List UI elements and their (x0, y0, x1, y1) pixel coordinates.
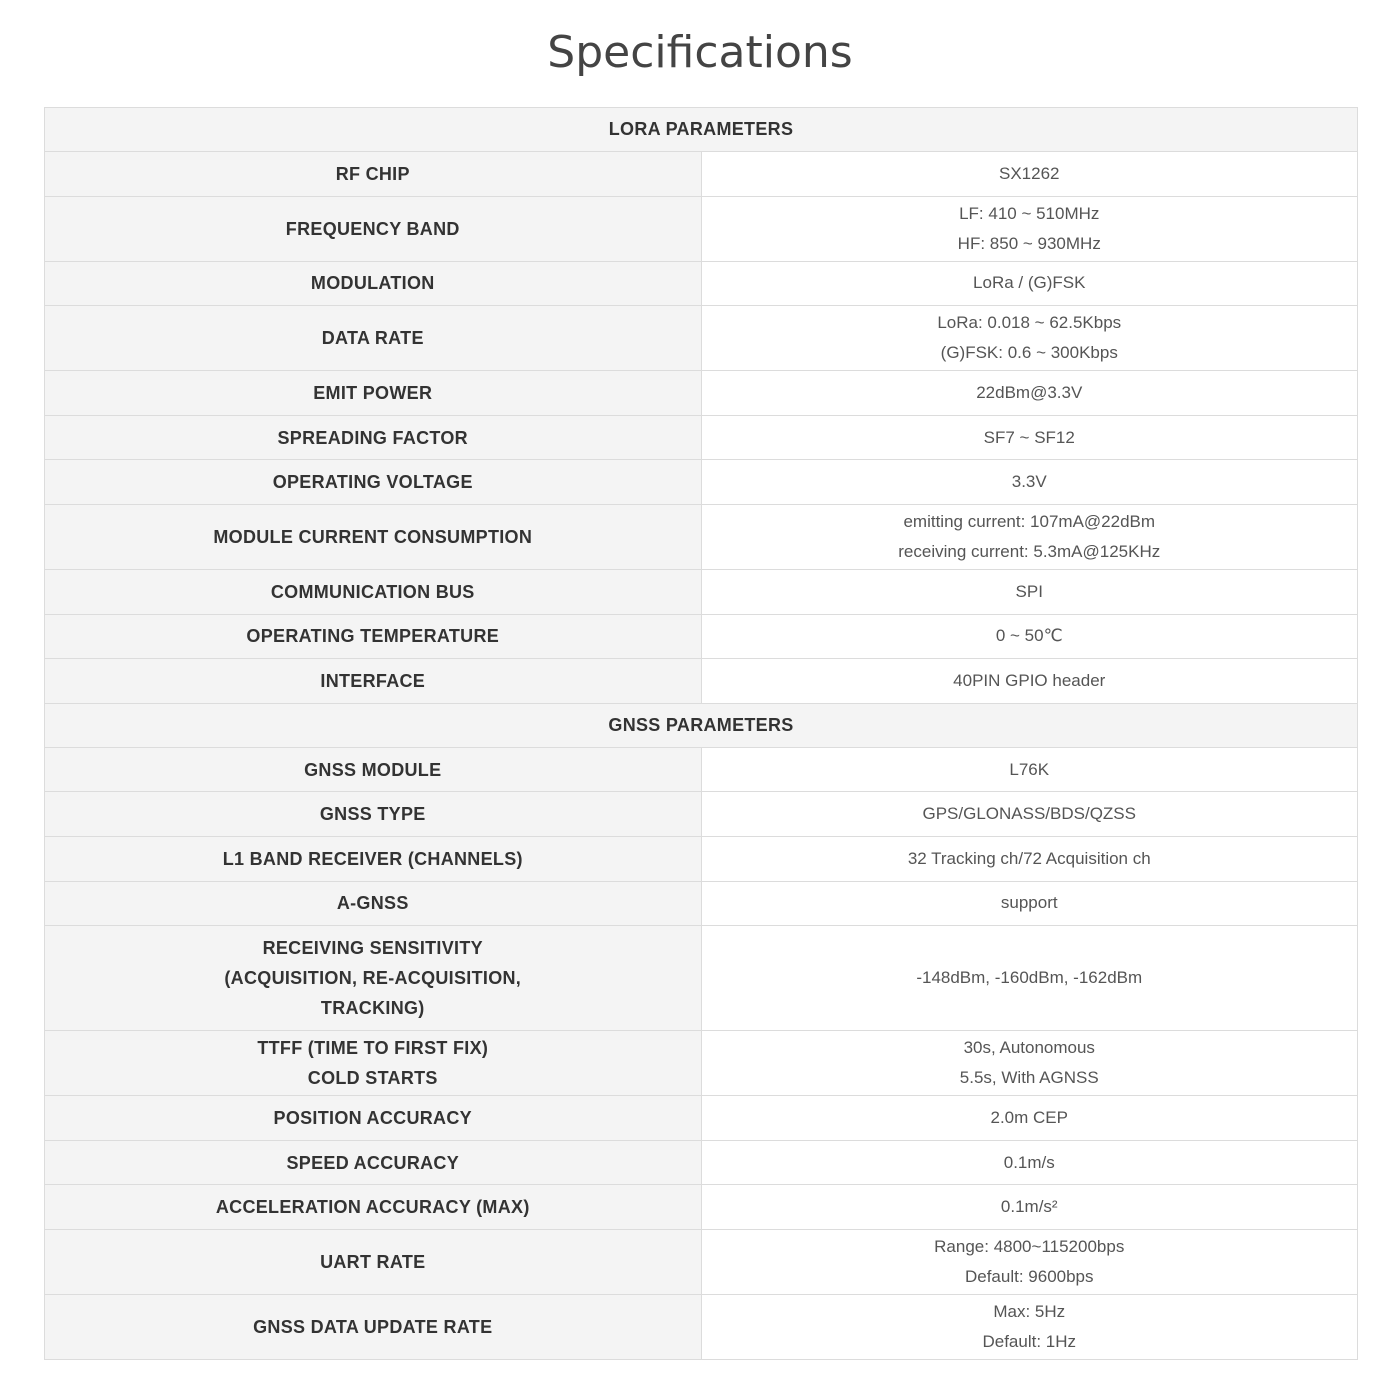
spec-label-line: POSITION ACCURACY (273, 1107, 472, 1128)
spec-label-line: SPREADING FACTOR (277, 427, 468, 448)
spec-label (45, 1140, 702, 1185)
spec-label (45, 152, 702, 197)
spec-value-line: LF: 410 ~ 510MHz (959, 203, 1100, 223)
section-heading: LORA PARAMETERS (45, 108, 1358, 152)
spec-value-line: HF: 850 ~ 930MHz (957, 233, 1101, 253)
spec-label (45, 261, 702, 306)
spec-row (45, 747, 1358, 792)
spec-label-line: RECEIVING SENSITIVITY (262, 938, 483, 959)
spec-label (45, 460, 702, 505)
spec-label-line: EMIT POWER (313, 382, 433, 403)
spec-label (45, 1229, 702, 1294)
spec-row (45, 504, 1358, 569)
spec-label (45, 504, 702, 569)
spec-value-line: Max: 5Hz (993, 1301, 1066, 1321)
spec-value-line: L76K (1009, 759, 1050, 779)
spec-value-line: 0.1m/s (1003, 1152, 1055, 1172)
spec-row (45, 1031, 1358, 1096)
spec-value-line: 22dBm@3.3V (976, 382, 1083, 402)
spec-value (701, 306, 1358, 371)
spec-row (45, 881, 1358, 926)
spec-value-line: 3.3V (1011, 472, 1047, 492)
spec-label-line: MODULATION (310, 273, 435, 294)
spec-row (45, 261, 1358, 306)
spec-value-line: -148dBm, -160dBm, -162dBm (916, 968, 1143, 988)
spec-label (45, 792, 702, 837)
spec-row (45, 415, 1358, 460)
spec-label-line: COMMUNICATION BUS (270, 581, 475, 602)
page-title: Specifications (547, 27, 853, 78)
spec-value-line: LoRa: 0.018 ~ 62.5Kbps (937, 313, 1122, 333)
spec-label (45, 926, 702, 1031)
spec-value-line: emitting current: 107mA@22dBm (903, 511, 1156, 531)
spec-row (45, 460, 1358, 505)
spec-label-line: UART RATE (320, 1251, 426, 1272)
specifications-table (44, 107, 1358, 1360)
spec-value-line: 40PIN GPIO header (953, 670, 1106, 690)
spec-value (701, 926, 1358, 1031)
spec-label (45, 614, 702, 659)
spec-label (45, 747, 702, 792)
spec-label (45, 1294, 702, 1359)
spec-value (701, 196, 1358, 261)
section-header-row (45, 108, 1358, 152)
spec-value-line: LoRa / (G)FSK (973, 273, 1086, 293)
spec-value-line: 30s, Autonomous (963, 1038, 1095, 1058)
spec-label-line: DATA RATE (321, 328, 424, 349)
spec-value-line: Default: 1Hz (982, 1331, 1077, 1351)
spec-value-line: (G)FSK: 0.6 ~ 300Kbps (940, 343, 1118, 363)
spec-label-line: GNSS MODULE (304, 759, 442, 780)
spec-value-line: SX1262 (999, 163, 1060, 183)
spec-row (45, 569, 1358, 614)
spec-label (45, 1096, 702, 1141)
spec-row (45, 614, 1358, 659)
spec-value (701, 1031, 1358, 1096)
spec-label (45, 1185, 702, 1230)
spec-label-line: TTFF (TIME TO FIRST FIX) (257, 1038, 489, 1059)
spec-value (701, 1229, 1358, 1294)
spec-row (45, 836, 1358, 881)
spec-label-line: OPERATING VOLTAGE (272, 472, 473, 493)
spec-row (45, 792, 1358, 837)
spec-value-line: 0 ~ 50℃ (995, 626, 1063, 646)
spec-value (701, 152, 1358, 197)
spec-row (45, 306, 1358, 371)
spec-value (701, 261, 1358, 306)
spec-value-line: 5.5s, With AGNSS (959, 1068, 1099, 1088)
spec-value (701, 569, 1358, 614)
spec-label-line: COLD STARTS (307, 1068, 438, 1089)
spec-value-line: Range: 4800~115200bps (934, 1236, 1125, 1256)
spec-row (45, 1229, 1358, 1294)
spec-value-line: SF7 ~ SF12 (983, 427, 1075, 447)
spec-value (701, 747, 1358, 792)
spec-value-line: support (1000, 893, 1058, 913)
spec-value (701, 371, 1358, 416)
spec-label-line: GNSS DATA UPDATE RATE (253, 1316, 493, 1337)
spec-value-line: 2.0m CEP (990, 1107, 1068, 1127)
spec-value (701, 659, 1358, 704)
spec-row (45, 659, 1358, 704)
spec-row (45, 1140, 1358, 1185)
spec-label (45, 1031, 702, 1096)
spec-label-line: A-GNSS (336, 893, 409, 914)
spec-value (701, 1185, 1358, 1230)
spec-value (701, 415, 1358, 460)
spec-label-line: INTERFACE (320, 670, 426, 691)
spec-value (701, 504, 1358, 569)
spec-label (45, 306, 702, 371)
spec-label (45, 569, 702, 614)
spec-label-line: TRACKING) (320, 998, 425, 1019)
spec-value-line: Default: 9600bps (964, 1266, 1094, 1286)
spec-value (701, 1294, 1358, 1359)
spec-value (701, 614, 1358, 659)
spec-value (701, 881, 1358, 926)
spec-row (45, 371, 1358, 416)
spec-value (701, 836, 1358, 881)
spec-value-line: 32 Tracking ch/72 Acquisition ch (907, 848, 1151, 868)
spec-value-line: 0.1m/s² (1000, 1197, 1058, 1217)
section-header-row (45, 703, 1358, 747)
spec-label-line: GNSS TYPE (319, 804, 426, 825)
spec-value-line: GPS/GLONASS/BDS/QZSS (922, 804, 1136, 824)
spec-value (701, 792, 1358, 837)
section-heading: GNSS PARAMETERS (45, 703, 1358, 747)
spec-label-line: MODULE CURRENT CONSUMPTION (213, 526, 533, 547)
spec-row (45, 1294, 1358, 1359)
spec-label-line: L1 BAND RECEIVER (CHANNELS) (222, 848, 523, 869)
spec-label-line: OPERATING TEMPERATURE (246, 626, 500, 647)
spec-label-line: SPEED ACCURACY (286, 1152, 460, 1173)
spec-value-line: SPI (1015, 581, 1043, 601)
spec-label (45, 836, 702, 881)
spec-label-line: RF CHIP (335, 163, 410, 184)
spec-label (45, 415, 702, 460)
spec-label-line: ACCELERATION ACCURACY (MAX) (215, 1197, 530, 1218)
spec-value-line: receiving current: 5.3mA@125KHz (898, 541, 1161, 561)
spec-label-line: (ACQUISITION, RE-ACQUISITION, (224, 968, 522, 989)
spec-label-line: FREQUENCY BAND (285, 218, 460, 239)
spec-label (45, 659, 702, 704)
spec-row (45, 1185, 1358, 1230)
spec-row (45, 152, 1358, 197)
spec-value (701, 460, 1358, 505)
spec-label (45, 371, 702, 416)
spec-value (701, 1096, 1358, 1141)
spec-value (701, 1140, 1358, 1185)
spec-label (45, 196, 702, 261)
spec-row (45, 1096, 1358, 1141)
spec-row (45, 196, 1358, 261)
spec-label (45, 881, 702, 926)
spec-row (45, 926, 1358, 1031)
